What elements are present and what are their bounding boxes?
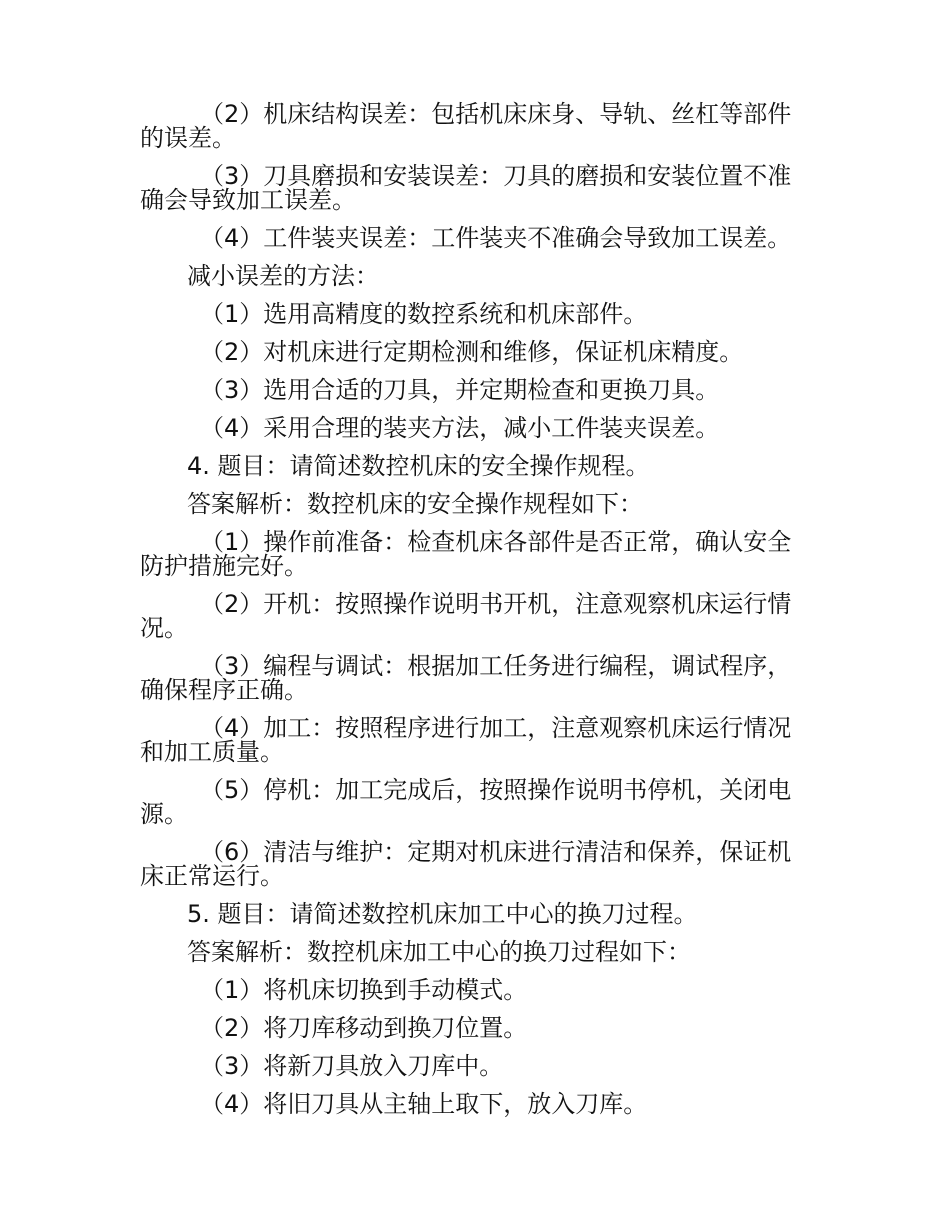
paragraph-safety-2: （2）开机：按照操作说明书开机，注意观察机床运行情况。 bbox=[140, 590, 792, 642]
paragraph-method-2: （2）对机床进行定期检测和维修，保证机床精度。 bbox=[200, 338, 744, 366]
paragraph-method-4: （4）采用合理的装夹方法，减小工件装夹误差。 bbox=[200, 414, 720, 442]
paragraph-toolchange-2: （2）将刀库移动到换刀位置。 bbox=[200, 1014, 528, 1042]
paragraph-tool-wear-error: （3）刀具磨损和安装误差：刀具的磨损和安装位置不准确会导致加工误差。 bbox=[140, 162, 792, 214]
paragraph-safety-3: （3）编程与调试：根据加工任务进行编程，调试程序，确保程序正确。 bbox=[140, 652, 792, 704]
paragraph-method-3: （3）选用合适的刀具，并定期检查和更换刀具。 bbox=[200, 376, 720, 404]
paragraph-question-5: 5. 题目：请简述数控机床加工中心的换刀过程。 bbox=[187, 900, 698, 928]
paragraph-answer-5-intro: 答案解析：数控机床加工中心的换刀过程如下： bbox=[187, 938, 691, 966]
paragraph-toolchange-1: （1）将机床切换到手动模式。 bbox=[200, 976, 528, 1004]
paragraph-question-4: 4. 题目：请简述数控机床的安全操作规程。 bbox=[187, 452, 650, 480]
paragraph-method-1: （1）选用高精度的数控系统和机床部件。 bbox=[200, 300, 648, 328]
paragraph-safety-4: （4）加工：按照程序进行加工，注意观察机床运行情况和加工质量。 bbox=[140, 714, 792, 766]
paragraph-toolchange-4: （4）将旧刀具从主轴上取下，放入刀库。 bbox=[200, 1090, 648, 1118]
paragraph-toolchange-3: （3）将新刀具放入刀库中。 bbox=[200, 1052, 504, 1080]
paragraph-safety-1: （1）操作前准备：检查机床各部件是否正常，确认安全防护措施完好。 bbox=[140, 528, 792, 580]
paragraph-workpiece-clamping-error: （4）工件装夹误差：工件装夹不准确会导致加工误差。 bbox=[200, 224, 792, 252]
paragraph-machine-structure-error: （2）机床结构误差：包括机床床身、导轨、丝杠等部件的误差。 bbox=[140, 100, 792, 152]
paragraph-reduce-error-heading: 减小误差的方法： bbox=[187, 262, 379, 290]
document-body bbox=[140, 102, 800, 1130]
paragraph-answer-4-intro: 答案解析：数控机床的安全操作规程如下： bbox=[187, 490, 643, 518]
paragraph-safety-6: （6）清洁与维护：定期对机床进行清洁和保养，保证机床正常运行。 bbox=[140, 838, 792, 890]
paragraph-safety-5: （5）停机：加工完成后，按照操作说明书停机，关闭电源。 bbox=[140, 776, 792, 828]
